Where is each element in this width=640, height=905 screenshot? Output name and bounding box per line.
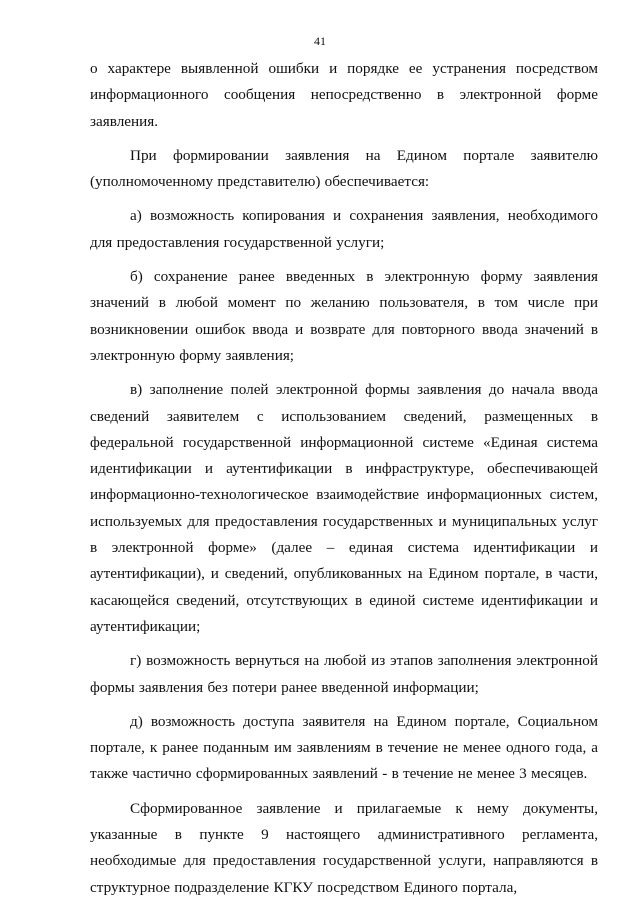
paragraph-submission: Сформированное заявление и прилагаемые к нему документы, указанные в пункте 9 настоящего административного регламента, необходимые для предоставления государственной услуги, направляются в структурное подразделение КГКУ посредством Единого портала,: [90, 799, 598, 896]
paragraph-portal-provision: При формировании заявления на Едином портале заявителю (уполномоченному представителю) обеспечивается:: [90, 146, 598, 191]
page-number: 41: [314, 34, 326, 48]
paragraph-item-b: б) сохранение ранее введенных в электронную форму заявления значений в любой момент по желанию пользователя, в том числе при возникновении ошибок ввода и возврате для повторного ввода значений в электронную форму заявления;: [90, 268, 598, 364]
paragraph-item-g: г) возможность вернуться на любой из этапов заполнения электронной формы заявления без потери ранее введенной информации;: [90, 652, 598, 696]
paragraph-item-a: а) возможность копирования и сохранения заявления, необходимого для предоставления государственной услуги;: [90, 207, 598, 251]
paragraph-item-d: д) возможность доступа заявителя на Едином портале, Социальном портале, к ранее поданным им заявлениям в течение не менее одного года, а также частично сформированных заявлений - в течение не менее 3 месяцев.: [90, 712, 598, 783]
paragraph-item-v: в) заполнение полей электронной формы заявления до начала ввода сведений заявителем с использованием сведений, размещенных в федеральной государственной информационной системе «Единая система идентификации и аутентификации в инфраструктуре, обеспечивающей информационно-технологическое взаимодействие информационных систем, используемых для предоставления государственных и муниципальных услуг в электронной форме» (далее – единая система идентификации и аутентификации), и сведений, опубликованных на Едином портале, в части, касающейся сведений, отсутствующих в единой системе идентификации и аутентификации;: [90, 381, 598, 635]
document-body: [90, 56, 598, 901]
paragraph-error-info: о характере выявленной ошибки и порядке ее устранения посредством информационного сообщения непосредственно в электронной форме заявления.: [90, 60, 598, 130]
